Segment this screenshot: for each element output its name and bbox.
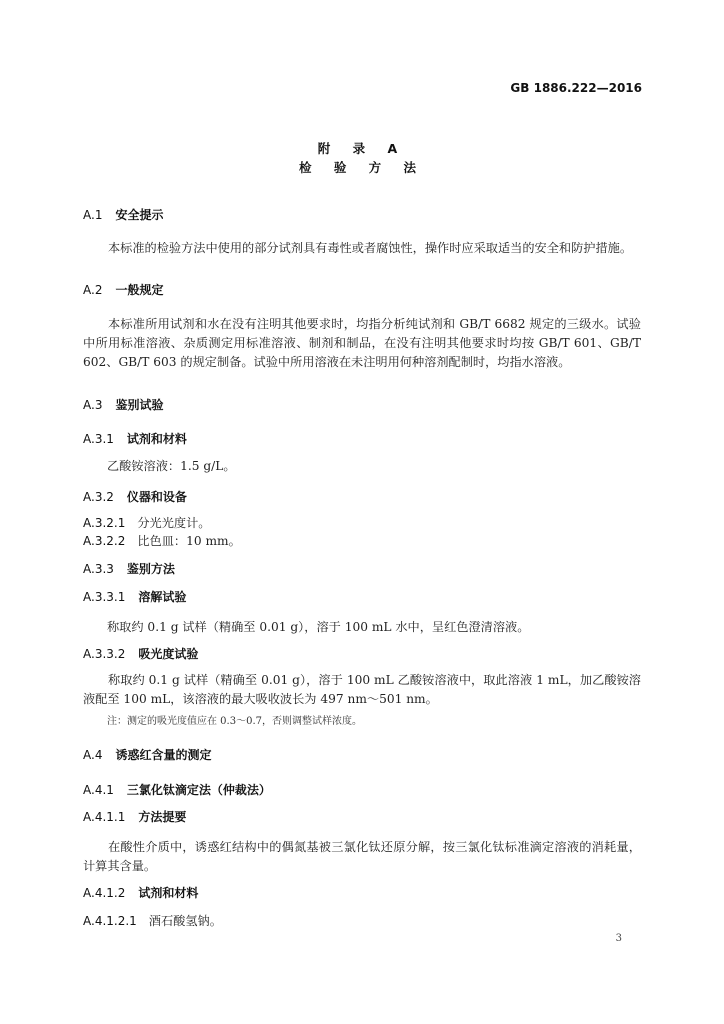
section-a331-heading <box>83 588 186 605</box>
section-a33-heading <box>83 560 175 577</box>
section-number: A.3.3.1 <box>83 590 126 604</box>
section-number: A.2 <box>83 283 103 297</box>
section-number: A.3.3 <box>83 562 114 576</box>
section-a1-heading <box>83 206 163 223</box>
section-number: A.3 <box>83 398 103 412</box>
item-number: A.4.1.2.1 <box>83 914 137 928</box>
section-number: A.4.1.2 <box>83 886 126 900</box>
section-a1-paragraph: 本标准的检验方法中使用的部分试剂具有毒性或者腐蚀性，操作时应采取适当的安全和防护措施。 <box>108 241 633 255</box>
section-a2-heading <box>83 281 163 298</box>
section-title: 试剂和材料 <box>126 432 187 446</box>
section-a322-item <box>83 532 241 549</box>
item-text: 比色皿：10 mm。 <box>137 534 241 548</box>
section-title: 安全提示 <box>115 208 164 222</box>
section-a411-paragraph: 在酸性介质中，诱惑红结构中的偶氮基被三氯化钛还原分解，按三氯化钛标准滴定溶液的消耗量，计算其含量。 <box>83 840 641 873</box>
section-a4121-item <box>83 912 222 929</box>
section-a332-heading <box>83 645 198 662</box>
section-title: 三氯化钛滴定法（仲裁法） <box>126 783 271 797</box>
section-a331-text: 称取约 0.1 g 试样（精确至 0.01 g），溶于 100 mL 水中，呈红色澄清溶液。 <box>107 620 530 634</box>
section-title: 仪器和设备 <box>126 490 187 504</box>
section-a2-paragraph: 本标准所用试剂和水在没有注明其他要求时，均指分析纯试剂和 GB/T 6682 规定的三级水。试验中所用标准溶液、杂质测定用标准溶液、制剂和制品，在没有注明其他要求时均按 GB/T 601、GB/T 602、GB/T 603 的规定制备。试验中所用溶液在未注明用何种溶剂配制时，均指水溶液。 <box>83 317 641 369</box>
section-a41-heading <box>83 781 271 798</box>
item-number: A.3.2.1 <box>83 516 126 530</box>
item-text: 分光光度计。 <box>137 516 211 530</box>
section-number: A.3.3.2 <box>83 647 126 661</box>
section-number: A.3.2 <box>83 490 114 504</box>
section-a31-text: 乙酸铵溶液：1.5 g/L。 <box>107 459 236 473</box>
appendix-subtitle: 检 验 方 法 <box>298 160 426 175</box>
page-number: 3 <box>615 933 622 944</box>
section-a412-heading <box>83 884 198 901</box>
section-a4-heading <box>83 746 211 763</box>
section-a411-heading <box>83 808 186 825</box>
section-title: 诱惑红含量的测定 <box>115 748 212 762</box>
section-a321-item <box>83 514 210 531</box>
section-a32-heading <box>83 488 187 505</box>
section-title: 试剂和材料 <box>138 886 199 900</box>
item-number: A.3.2.2 <box>83 534 126 548</box>
section-a3-heading <box>83 396 163 413</box>
section-title: 溶解试验 <box>138 590 187 604</box>
section-number: A.4.1 <box>83 783 114 797</box>
section-number: A.3.1 <box>83 432 114 446</box>
section-number: A.1 <box>83 208 103 222</box>
section-title: 方法提要 <box>138 810 187 824</box>
section-title: 鉴别方法 <box>126 562 175 576</box>
appendix-title: 附 录 A <box>317 141 407 156</box>
section-number: A.4.1.1 <box>83 810 126 824</box>
item-text: 酒石酸氢钠。 <box>148 914 222 928</box>
standard-number: GB 1886.222—2016 <box>510 81 642 95</box>
section-title: 一般规定 <box>115 283 164 297</box>
section-title: 鉴别试验 <box>115 398 164 412</box>
note: 注：测定的吸光度值应在 0.3～0.7，否则调整试样浓度。 <box>107 716 362 727</box>
section-a31-heading <box>83 430 187 447</box>
section-number: A.4 <box>83 748 103 762</box>
section-a332-paragraph: 称取约 0.1 g 试样（精确至 0.01 g），溶于 100 mL 乙酸铵溶液中，取此溶液 1 mL，加乙酸铵溶液配至 100 mL，该溶液的最大吸收波长为 497 nm～501 nm。 <box>83 673 641 706</box>
section-title: 吸光度试验 <box>138 647 199 661</box>
